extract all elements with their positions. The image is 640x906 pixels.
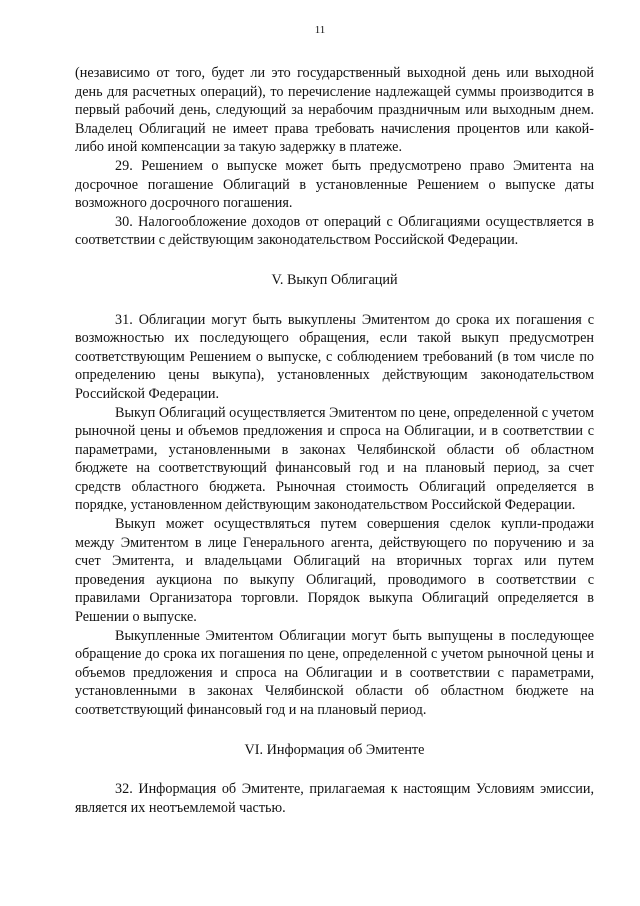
paragraph-reissue: Выкупленные Эмитентом Облигации могут быть выпущены в последующее обращение до срока их погашения по цене, определенной с учетом рыночной цены и объемов предложения и спроса на Облигации и в соответствии с параметрами, установленными в законах Челябинской области об областном бюджете на соответствующий финансовый год и на плановый период. — [75, 627, 594, 718]
section-vi-body — [75, 780, 594, 817]
section-heading-v: V. Выкуп Облигаций — [271, 271, 398, 288]
page-number: 11 — [314, 24, 326, 36]
paragraph-30: 30. Налогообложение доходов от операций с Облигациями осуществляется в соответствии с действующим законодательством Российской Федерации. — [75, 213, 594, 249]
paragraph-buyback-price: Выкуп Облигаций осуществляется Эмитентом по цене, определенной с учетом рыночной цены и объемов предложения и спроса на Облигации, и в соответствии с параметрами, установленными в законах Челябинской области об областном бюджете на соответствующий финансовый год и на плановый период, за счет средств областного бюджета. Рыночная стоимость Облигаций определяется в порядке, установленном действующим законодательством Российской Федерации. — [75, 404, 594, 514]
paragraph-31: 31. Облигации могут быть выкуплены Эмитентом до срока их погашения с возможностью их последующего обращения, если такой выкуп предусмотрен соответствующим Решением о выпуске, с соблюдением требований (в том числе по определению цены выкупа), установленных действующим законодательством Российской Федерации. — [75, 311, 594, 402]
paragraph-32: 32. Информация об Эмитенте, прилагаемая к настоящим Условиям эмиссии, является их неотъемлемой частью. — [75, 781, 594, 816]
document-body — [75, 64, 594, 817]
section-heading-vi: VI. Информация об Эмитенте — [244, 741, 425, 758]
paragraph-continued: (независимо от того, будет ли это государственный выходной день или выходной день для расчетных операций), то перечисление надлежащей суммы производится в первый рабочий день, следующий за нерабочим праздничным или выходным днем. Владелец Облигаций не имеет права требовать начисления процентов или какой-либо иной компенсации за такую задержку в платеже. — [75, 65, 594, 156]
paragraph-29: 29. Решением о выпуске может быть предусмотрено право Эмитента на досрочное погашение Облигаций в установленные Решением о выпуске даты возможного досрочного погашения. — [75, 157, 594, 212]
paragraph-buyback-method: Выкуп может осуществляться путем совершения сделок купли-продажи между Эмитентом в лице Генерального агента, действующего по поручению и за счет Эмитента, и владельцами Облигаций на вторичных торгах или путем проведения аукциона по выкупу Облигаций, проводимого в соответствии с правилами Организатора торговли. Порядок выкупа Облигаций определяется в Решении о выпуске. — [75, 516, 594, 626]
section-v-body — [75, 311, 594, 720]
